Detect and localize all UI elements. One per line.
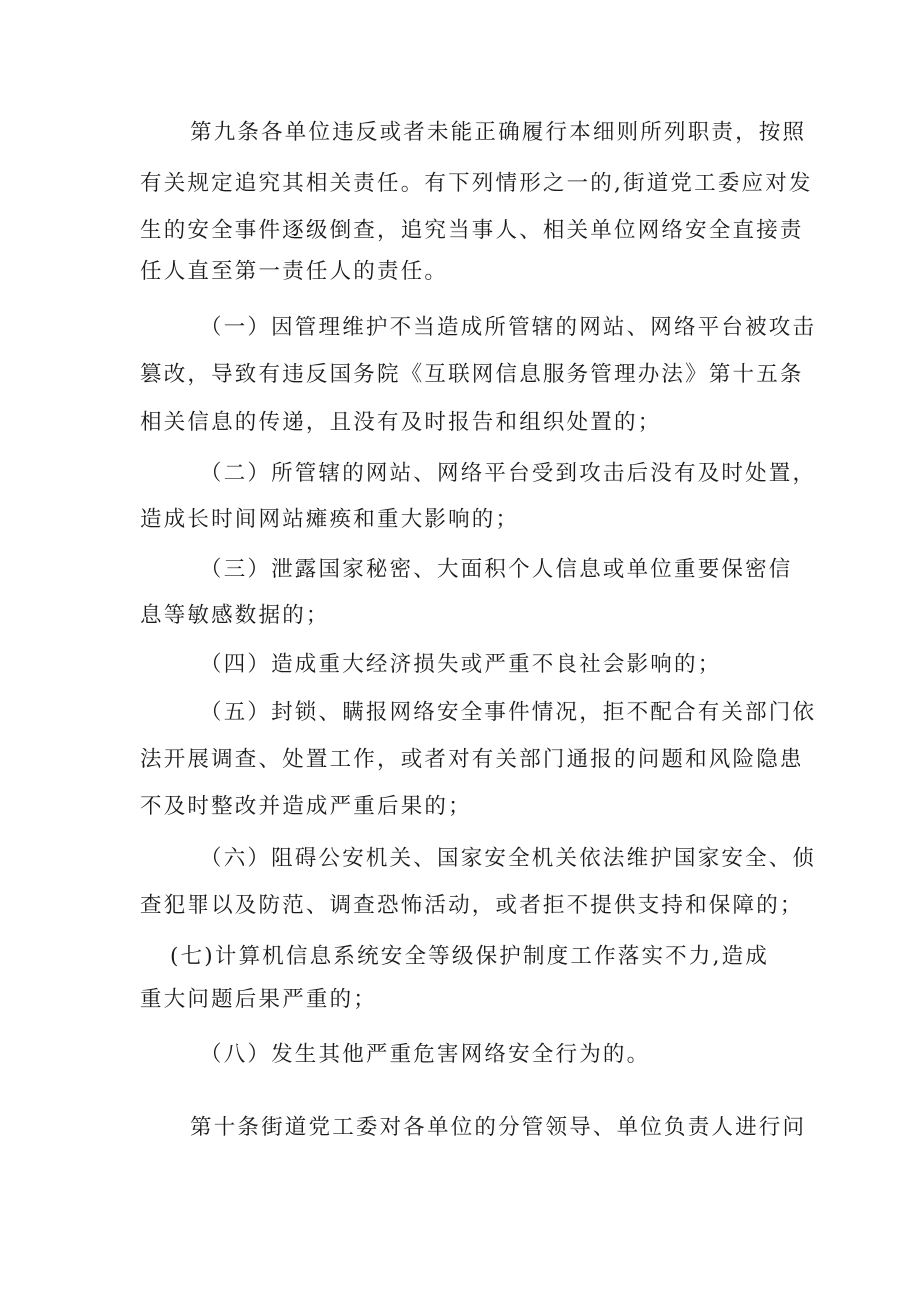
text-line: 篡改，导致有违反国务院《互联网信息服务管理办法》第十五条 (140, 362, 804, 387)
text-line: (七)计算机信息系统安全等级保护制度工作落实不力,造成 (170, 944, 770, 969)
text-line: 第十条街道党工委对各单位的分管领导、单位负责人进行问 (190, 1115, 807, 1140)
text-line: （八）发生其他严重危害网络安全行为的。 (200, 1042, 651, 1067)
text-line: （五）封锁、瞒报网络安全事件情况，拒不配合有关部门依 (200, 700, 817, 725)
text-line: （四）造成重大经济损失或严重不良社会影响的； (200, 652, 722, 677)
text-line: 查犯罪以及防范、调查恐怖活动，或者拒不提供支持和保障的； (140, 893, 804, 918)
text-line: 不及时整改并造成严重后果的； (140, 794, 472, 819)
text-line: 造成长时间网站瘫痪和重大影响的； (140, 507, 520, 532)
text-line: （六）阻碍公安机关、国家安全机关依法维护国家安全、侦 (200, 846, 817, 871)
text-line: （三）泄露国家秘密、大面积个人信息或单位重要保密信 (200, 557, 793, 582)
text-line: 有关规定追究其相关责任。有下列情形之一的,街道党工委应对发 (140, 171, 813, 196)
text-line: 法开展调查、处置工作，或者对有关部门通报的问题和风险隐患 (140, 747, 804, 772)
text-line: （一）因管理维护不当造成所管辖的网站、网络平台被攻击 (200, 315, 817, 340)
text-line: 生的安全事件逐级倒查，追究当事人、相关单位网络安全直接责 (140, 218, 804, 243)
text-line: 第九条各单位违反或者未能正确履行本细则所列职责，按照 (190, 120, 807, 145)
text-line: 相关信息的传递，且没有及时报告和组织处置的； (140, 410, 662, 435)
text-line: 任人直至第一责任人的责任。 (140, 259, 449, 284)
text-line: 重大问题后果严重的； (140, 987, 378, 1012)
text-line: （二）所管辖的网站、网络平台受到攻击后没有及时处置， (200, 461, 817, 486)
text-line: 息等敏感数据的； (140, 603, 330, 628)
